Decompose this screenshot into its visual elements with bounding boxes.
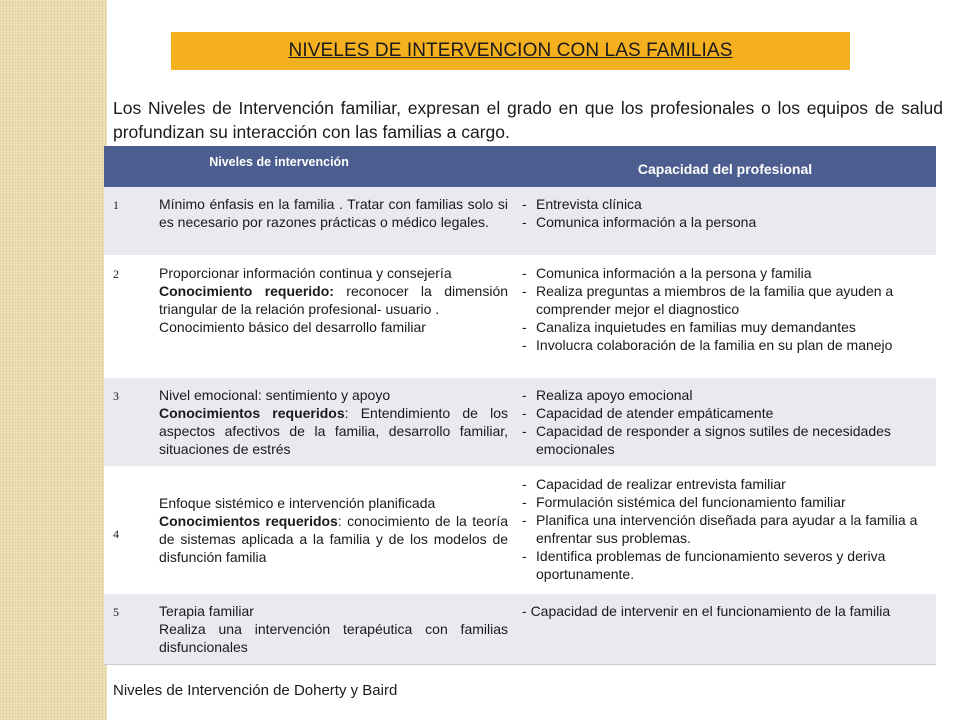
capacity-text: Capacidad de responder a signos sutiles de necesidades emocionales	[536, 422, 891, 457]
capacity-text: Involucra colaboración de la familia en su plan de manejo	[536, 336, 893, 353]
capacity-text: - Capacidad de intervenir en el funcionamiento de la familia	[522, 602, 891, 619]
capacity-text: Capacidad de realizar entrevista familiar	[536, 475, 786, 492]
capacity-text: Entrevista clínica	[536, 196, 642, 212]
capacity-list	[514, 593, 936, 664]
capacity-text: Canaliza inquietudes en familias muy demandantes	[536, 318, 856, 335]
capacity-text: Comunica información a la persona	[536, 214, 757, 230]
dash-marker: -	[522, 386, 527, 403]
description-knowledge	[159, 404, 508, 458]
level-description	[159, 377, 514, 466]
knowledge-label: Conocimiento requerido:	[159, 282, 334, 299]
description-first-line: Enfoque sistémico e intervención planificada	[159, 494, 436, 511]
dash-marker: -	[522, 214, 527, 230]
dash-marker: -	[522, 318, 527, 335]
header-capacity: Capacidad del profesional	[514, 146, 936, 187]
list-item	[522, 318, 926, 336]
list-item	[522, 547, 926, 583]
knowledge-label: Conocimientos requeridos	[159, 404, 345, 421]
table-header-row	[104, 146, 936, 187]
knowledge-label: Conocimientos requeridos	[159, 512, 338, 529]
table-row-level-3	[104, 377, 936, 466]
description-last-line: Conocimiento básico del desarrollo familiar	[159, 318, 426, 335]
source-caption: Niveles de Intervención de Doherty y Baird	[113, 682, 398, 699]
capacity-list	[514, 466, 936, 593]
dash-marker: -	[522, 422, 527, 439]
capacity-text: Identifica problemas de funcionamiento severos y deriva oportunamente.	[536, 547, 886, 582]
list-item	[522, 264, 926, 282]
table-row-level-4	[104, 466, 936, 593]
list-item	[522, 213, 926, 231]
capacity-text: Realiza apoyo emocional	[536, 386, 693, 403]
capacity-text: Comunica información a la persona y familia	[536, 264, 812, 281]
title-banner	[171, 32, 850, 70]
capacity-text: Formulación sistémica del funcionamiento familiar	[536, 493, 846, 510]
list-item	[522, 386, 926, 404]
decorative-side-strip	[0, 0, 107, 720]
description-first-line: Proporcionar información continua y consejería	[159, 264, 452, 281]
level-description	[159, 187, 514, 255]
capacity-text: Planifica una intervención diseñada para ayudar a la familia a enfrentar sus problemas.	[536, 511, 918, 546]
knowledge-text: : Entendimiento de los aspectos afectivos de la familia, desarrollo familiar, situaciones de estrés	[159, 404, 509, 457]
capacity-list	[514, 377, 936, 466]
list-item	[522, 336, 926, 354]
level-number: 2	[104, 255, 159, 377]
list-item	[522, 493, 926, 511]
description-first-line: Terapia familiar	[159, 602, 254, 619]
intro-paragraph: Los Niveles de Intervención familiar, expresan el grado en que los profesionales o los equipos de salud profundizan su interacción con las familias a cargo.	[113, 98, 943, 142]
level-description	[159, 466, 514, 593]
level-number: 4	[104, 466, 159, 593]
level-number: 1	[104, 187, 159, 255]
level-description	[159, 593, 514, 664]
capacity-list	[514, 187, 936, 255]
knowledge-text: : conocimiento de la teoría de sistemas aplicada a la familia y de los modelos de disfunción familia	[159, 512, 509, 565]
capacity-text: Capacidad de atender empáticamente	[536, 404, 774, 421]
list-item	[522, 195, 926, 213]
description-knowledge	[159, 282, 508, 318]
description-first-line: Nivel emocional: sentimiento y apoyo	[159, 386, 391, 403]
header-levels: Niveles de intervención	[104, 146, 514, 187]
table-row-level-5	[104, 593, 936, 664]
description-last-line: Realiza una intervención terapéutica con familias disfuncionales	[159, 620, 509, 655]
dash-marker: -	[522, 493, 527, 510]
list-item	[522, 422, 926, 458]
dash-marker: -	[522, 547, 527, 564]
list-item	[522, 475, 926, 493]
level-number: 3	[104, 377, 159, 466]
dash-marker: -	[522, 404, 527, 421]
table-row-level-2	[104, 255, 936, 377]
page-title: NIVELES DE INTERVENCION CON LAS FAMILIAS	[288, 40, 733, 61]
levels-table	[104, 146, 936, 665]
knowledge-text: reconocer la dimensión triangular de la relación profesional- usuario .	[159, 282, 509, 317]
dash-marker: -	[522, 475, 527, 492]
level-description	[159, 255, 514, 377]
level-number: 5	[104, 593, 159, 664]
dash-marker: -	[522, 336, 527, 353]
dash-marker: -	[522, 511, 527, 528]
dash-marker: -	[522, 196, 527, 212]
list-item	[522, 404, 926, 422]
list-item	[522, 511, 926, 547]
table-row-level-1	[104, 187, 936, 255]
dash-marker: -	[522, 264, 527, 281]
description-text: Mínimo énfasis en la familia . Tratar con familias solo si es necesario por razones prácticas o médico legales.	[159, 196, 509, 230]
dash-marker: -	[522, 282, 527, 299]
list-item	[522, 282, 926, 318]
description-knowledge	[159, 512, 508, 566]
capacity-list	[514, 255, 936, 377]
capacity-text: Realiza preguntas a miembros de la familia que ayuden a comprender mejor el diagnostico	[536, 282, 894, 317]
